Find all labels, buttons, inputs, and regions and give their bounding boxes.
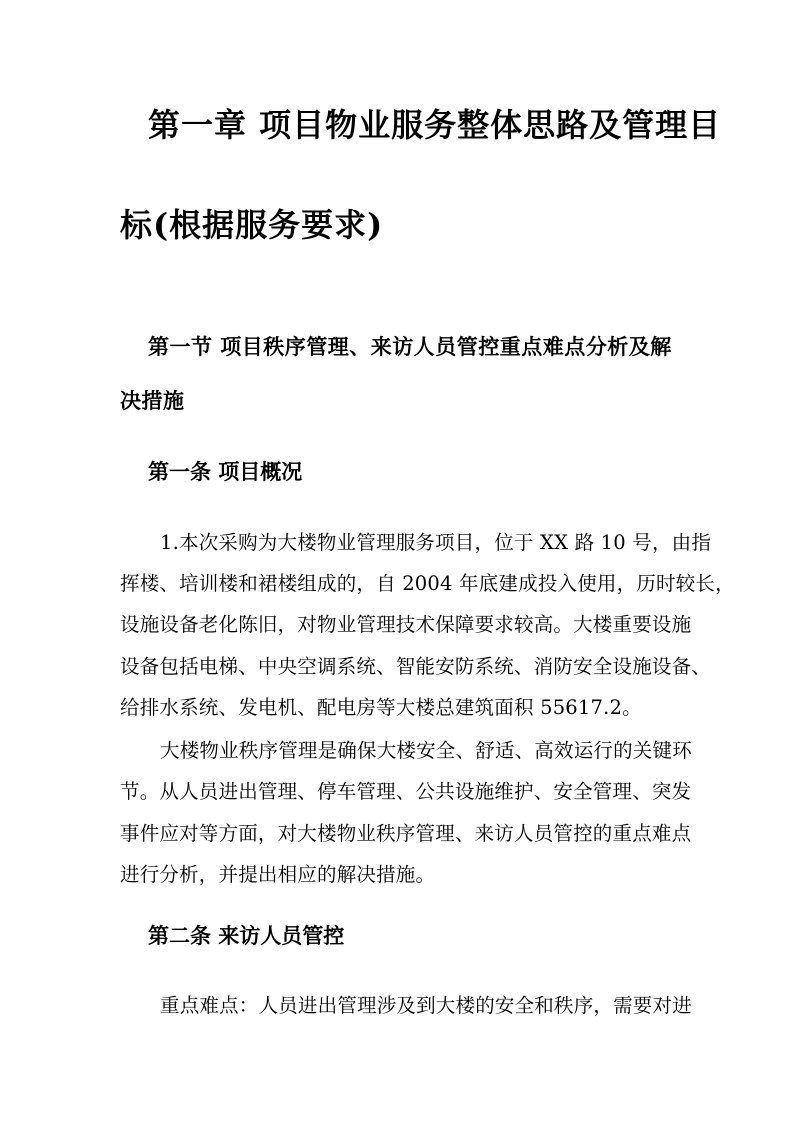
article-1-para-1-line: 设备包括电梯、中央空调系统、智能安防系统、消防安全设施设备、 bbox=[120, 655, 712, 678]
article-1-para-2-line: 大楼物业秩序管理是确保大楼安全、舒适、高效运行的关键环 bbox=[160, 739, 692, 762]
article-2-title: 第二条 来访人员管控 bbox=[148, 923, 345, 948]
article-1-para-1-line: 挥楼、培训楼和裙楼组成的，自 2004 年底建成投入使用，历时较长， bbox=[120, 572, 735, 595]
section-title-line-2: 决措施 bbox=[120, 388, 185, 413]
article-1-para-1-line: 给排水系统、发电机、配电房等大楼总建筑面积 55617.2。 bbox=[120, 696, 642, 719]
article-1-para-2-line: 节。从人员进出管理、停车管理、公共设施维护、安全管理、突发 bbox=[120, 780, 692, 803]
article-1-para-1-line: 1.本次采购为大楼物业管理服务项目，位于 XX 路 10 号，由指 bbox=[160, 531, 712, 554]
article-1-para-2-line: 事件应对等方面，对大楼物业秩序管理、来访人员管控的重点难点 bbox=[120, 822, 692, 845]
article-1-para-1-line: 设施设备老化陈旧，对物业管理技术保障要求较高。大楼重要设施 bbox=[120, 613, 692, 636]
article-2-para-1-line: 重点难点：人员进出管理涉及到大楼的安全和秩序，需要对进 bbox=[160, 994, 692, 1017]
chapter-title-line-2: 标(根据服务要求) bbox=[120, 206, 384, 244]
article-1-title: 第一条 项目概况 bbox=[148, 459, 303, 484]
section-title-line-1: 第一节 项目秩序管理、来访人员管控重点难点分析及解 bbox=[148, 334, 672, 359]
article-1-para-2-line: 进行分析，并提出相应的解决措施。 bbox=[120, 863, 436, 886]
chapter-title-line-1: 第一章 项目物业服务整体思路及管理目 bbox=[148, 106, 722, 144]
